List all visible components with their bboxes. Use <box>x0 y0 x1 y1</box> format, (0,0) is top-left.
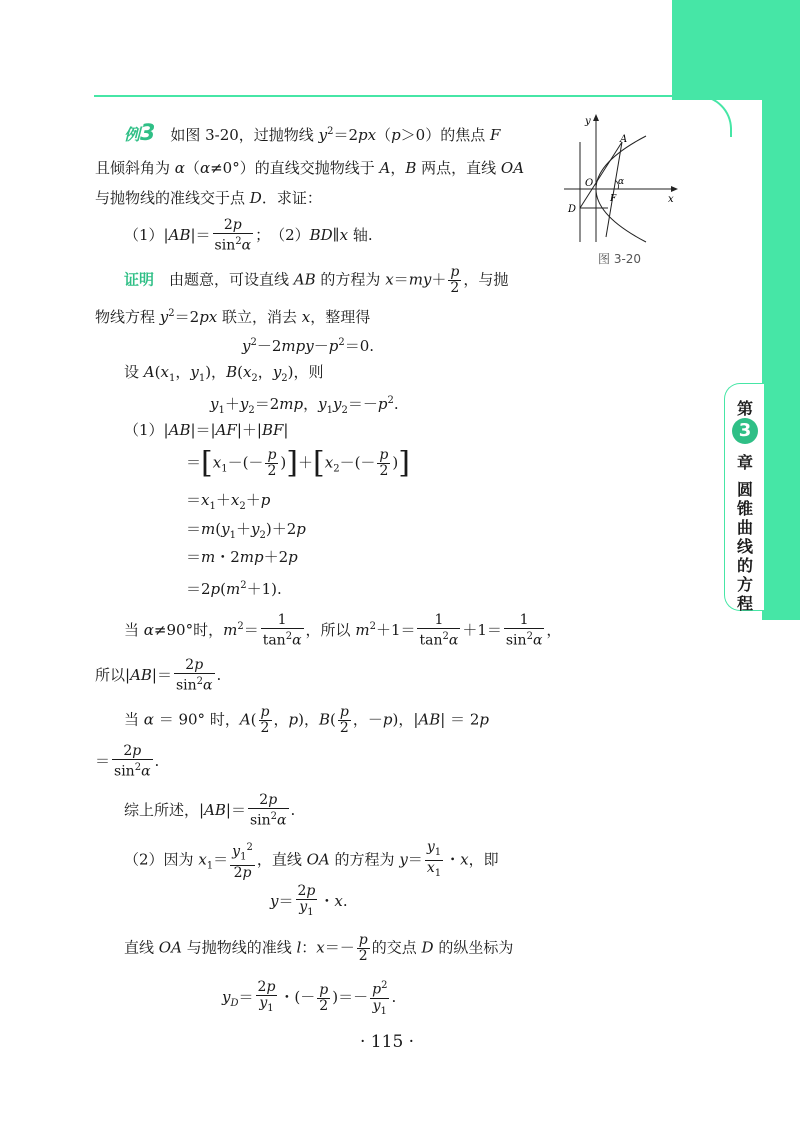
figure-caption: 图 3-20 <box>598 252 642 266</box>
proof-label: 证明 <box>124 270 155 289</box>
eq-case-2: 当 α ＝ 90° 时，A( $\frac{p}{2}$ ，p)，B( $\frac{p}{2}$ ，－p)，|AB| ＝ 2p <box>124 704 489 736</box>
fig-label-D: D <box>568 204 577 215</box>
fig-label-x: x <box>668 194 674 205</box>
figure-3-20 <box>560 112 680 247</box>
header-rule-curve <box>690 95 732 137</box>
eq-ab-5: ＝m・2mp＋2p <box>186 548 298 566</box>
example-label: 例3 <box>124 121 156 146</box>
eq-ab-2: $=[x_1-(-$ $\frac{p}{2}$ )]$+[x_2-(-$ $\frac{p}{2}$ )] <box>186 445 410 481</box>
part2-line-2: 直线 OA 与抛物线的准线 l：x＝－ $\frac{p}{2}$ 的交点 D 的纵坐标为 <box>124 932 514 964</box>
eq-ab-3: $=x_1+x_2+p$ <box>186 491 271 512</box>
eq-yd: $y_D=$ $\frac{2p}{y_1}$ ・(－ $\frac{p}{2}$ )＝－ $\frac{p^2}{y_1}$ . <box>222 979 397 1017</box>
eq-quadratic: $y^2-2mpy-p^2=0$. <box>242 337 375 355</box>
eq-summary: 综上所述，|AB|＝ $\frac{2p}{\sin^2\alpha}$ . <box>124 792 296 829</box>
example-line-2: 且倾斜角为 α（α≠0°）的直线交抛物线于 A，B 两点，直线 OA <box>95 159 525 177</box>
header-rule <box>94 95 709 97</box>
fig-label-y: y <box>585 116 591 127</box>
eq-vieta: $y_1+y_2=2mp$，$y_1y_2=-p^2$. <box>210 395 399 416</box>
eq-case-2-result: ＝ $\frac{2p}{\sin^2\alpha}$ . <box>95 743 160 780</box>
eq-line-oa: y＝ $\frac{2p}{y_1}$ ・x. <box>270 883 348 918</box>
proof-line-3: 设 $A(x_1$，$y_1$)，$B(x_2$，$y_2$)，则 <box>124 363 324 384</box>
example-line-3: 与抛物线的准线交于点 D．求证： <box>95 189 322 207</box>
eq-ab-4: $=m(y_1+y_2)+2p$ <box>186 520 306 541</box>
page-number: · 115 · <box>360 1032 415 1052</box>
chapter-tab <box>724 383 764 611</box>
decor-band <box>672 0 800 100</box>
side-band <box>762 100 800 620</box>
chapter-title: 圆锥曲线的方程 <box>736 480 753 613</box>
chapter-di: 第 <box>736 399 753 418</box>
eq-ab-6: $=2p(m^2+1)$. <box>186 580 282 598</box>
example-line-4: （1）|AB|＝ $\frac{2p}{\sin^2\alpha}$ ； （2）BD∥x 轴. <box>124 217 373 254</box>
proof-line-1: 证明 由题意，可设直线 AB 的方程为 x＝my＋ $\frac{p}{2}$ ，与抛 <box>124 264 509 296</box>
proof-line-2: 物线方程 $y^2=2px$ 联立，消去 x，整理得 <box>95 308 371 326</box>
eq-ab-1: （1）|AB|＝|AF|＋|BF| <box>124 421 289 439</box>
example-line-1: 例3 如图 3-20，过抛物线 $y^2=2px(p>0)$的焦点 F <box>124 121 501 146</box>
chapter-number-badge: 3 <box>732 418 758 444</box>
fig-label-alpha: α <box>618 177 625 187</box>
fig-label-O: O <box>585 178 594 189</box>
eq-case-1-result: 所以|AB|＝ $\frac{2p}{\sin^2\alpha}$ . <box>95 657 222 694</box>
fig-label-A: A <box>620 134 628 145</box>
eq-case-1: 当 α≠90°时，$m^2=$ $\frac{1}{\tan^2\alpha}$ ，所以 $m^2+1=$ $\frac{1}{\tan^2\alpha}$ ＋1＝ $\frac{1}{\sin^2\alpha}$ ， <box>124 612 562 649</box>
chapter-zhang: 章 <box>736 453 753 472</box>
fig-label-F: F <box>610 194 617 204</box>
part2-line-1: （2）因为 $x_1=$ $\frac{y_1^2}{2p}$ ，直线 OA 的方程为 y＝ $\frac{y_1}{x_1}$ ・x，即 <box>124 839 499 881</box>
